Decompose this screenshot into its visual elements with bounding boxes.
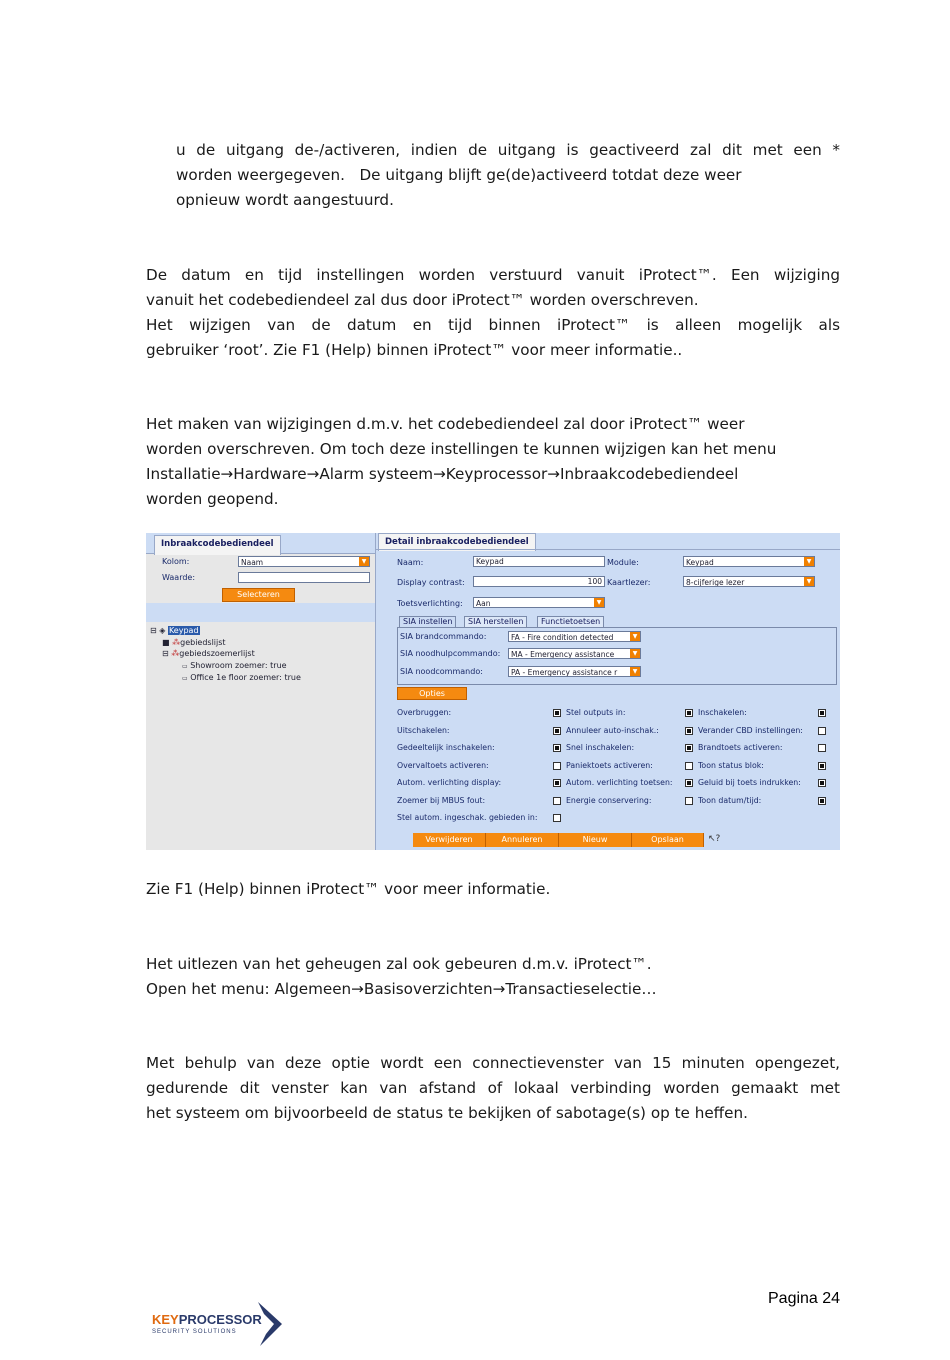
text-line: Open het menu: Algemeen→Basisoverzichten→Transactieselectie… xyxy=(146,980,657,998)
contrast-input[interactable]: 100 xyxy=(473,576,605,587)
sia-noodhulp-select[interactable] xyxy=(508,648,641,659)
nieuw-button[interactable]: Nieuw xyxy=(559,833,632,847)
toets-value: Aan xyxy=(476,599,491,608)
option-checkbox[interactable] xyxy=(685,744,693,752)
tab-sia-instellen[interactable]: SIA instellen xyxy=(399,616,456,627)
sia-noodhulp-value: MA - Emergency assistance xyxy=(511,650,615,659)
text-line: Met behulp van deze optie wordt een connectievenster van 15 minuten opengezet, xyxy=(146,1054,840,1072)
kolom-value: Naam xyxy=(241,558,264,567)
sia-noodhulp-label: SIA noodhulpcommando: xyxy=(400,649,501,658)
selecteren-button[interactable]: Selecteren xyxy=(222,588,295,602)
sia-nood-select[interactable] xyxy=(508,666,641,677)
text-line: Het uitlezen van het geheugen zal ook gebeuren d.m.v. iProtect™. xyxy=(146,955,652,973)
kaartlezer-select[interactable] xyxy=(683,576,815,587)
option-checkbox[interactable] xyxy=(685,727,693,735)
option-checkbox[interactable] xyxy=(553,727,561,735)
kaartlezer-label: Kaartlezer: xyxy=(607,578,651,587)
chevron-down-icon: ▼ xyxy=(804,557,814,566)
tree-item-gebiedslijst[interactable] xyxy=(162,638,226,647)
option-checkbox[interactable] xyxy=(818,779,826,787)
option-checkbox[interactable] xyxy=(553,797,561,805)
area-icon: ⁂ xyxy=(172,638,181,647)
text-line: Het maken van wijzigingen d.m.v. het codebediendeel zal door iProtect™ weer xyxy=(146,415,745,433)
option-label: Toon status blok: xyxy=(698,760,764,770)
toets-select[interactable] xyxy=(473,597,605,608)
text-line: Installatie→Hardware→Alarm systeem→Keyprocessor→Inbraakcodebediendeel xyxy=(146,465,739,483)
tree-leaf-label: Office 1e floor zoemer: true xyxy=(190,673,301,682)
tab-functietoetsen[interactable]: Functietoetsen xyxy=(537,616,604,627)
option-label: Geluid bij toets indrukken: xyxy=(698,778,801,787)
left-panel xyxy=(146,533,376,850)
option-label: Overbruggen: xyxy=(397,708,452,717)
text-line: Het wijzigen van de datum en tijd binnen iProtect™ is alleen mogelijk als xyxy=(146,316,840,334)
buzzer-icon: ▭ xyxy=(182,675,188,682)
contrast-label: Display contrast: xyxy=(397,578,465,587)
keyprocessor-logo xyxy=(150,1300,290,1350)
naam-input[interactable]: Keypad xyxy=(473,556,605,567)
buzzer-icon: ▭ xyxy=(182,663,188,670)
sia-nood-value: PA - Emergency assistance r xyxy=(511,668,618,677)
text-line: opnieuw wordt aangestuurd. xyxy=(176,191,394,209)
tree-item-label: gebiedslijst xyxy=(180,638,226,647)
opties-header: Opties xyxy=(397,687,467,700)
option-label: Paniektoets activeren: xyxy=(566,760,653,770)
text-line: gebruiker ‘root’. Zie F1 (Help) binnen iProtect™ voor meer informatie.. xyxy=(146,341,683,359)
option-label: Brandtoets activeren: xyxy=(698,743,783,752)
collapse-icon: ⊟ xyxy=(150,626,157,635)
option-label: Overvaltoets activeren: xyxy=(397,760,489,770)
chevron-down-icon: ▼ xyxy=(630,667,640,676)
option-label: Autom. verlichting display: xyxy=(397,778,502,787)
text-line: gedurende dit venster kan van afstand of lokaal verbinding worden gemaakt met xyxy=(146,1079,840,1097)
waarde-input[interactable] xyxy=(238,572,370,583)
keypad-icon: ◈ xyxy=(159,626,166,635)
tree-item-gebiedszoemerlijst[interactable] xyxy=(162,649,255,658)
kaartlezer-value: 8-cijferige lezer xyxy=(686,578,745,587)
option-label: Toon datum/tijd: xyxy=(698,795,762,805)
option-label: Annuleer auto-inschak.: xyxy=(566,725,659,735)
chevron-down-icon: ▼ xyxy=(630,632,640,641)
option-checkbox[interactable] xyxy=(553,762,561,770)
text-line: Zie F1 (Help) binnen iProtect™ voor meer informatie. xyxy=(146,880,551,898)
option-label: Inschakelen: xyxy=(698,708,747,717)
module-label: Module: xyxy=(607,558,639,567)
annuleren-button[interactable]: Annuleren xyxy=(486,833,559,847)
text-line: het systeem om bijvoorbeeld de status te bekijken of sabotage(s) op te heffen. xyxy=(146,1104,748,1122)
left-separator-band xyxy=(146,603,375,622)
option-label: Autom. verlichting toetsen: xyxy=(566,778,673,787)
paragraph-output-activation xyxy=(176,138,840,213)
tab-inbraakcodebediendeel[interactable]: Inbraakcodebediendeel xyxy=(154,535,281,555)
option-checkbox[interactable] xyxy=(818,797,826,805)
sia-brand-select[interactable] xyxy=(508,631,641,642)
text-line: worden geopend. xyxy=(146,490,279,508)
keypad-config-screenshot xyxy=(146,533,840,850)
verwijderen-button[interactable]: Verwijderen xyxy=(413,833,486,847)
option-checkbox[interactable] xyxy=(818,709,826,717)
option-checkbox[interactable] xyxy=(685,762,693,770)
text-line: De datum en tijd instellingen worden verstuurd vanuit iProtect™. Een wijziging xyxy=(146,266,840,284)
option-label: Verander CBD instellingen: xyxy=(698,725,803,735)
paragraph-changes xyxy=(146,412,840,512)
option-checkbox[interactable] xyxy=(685,709,693,717)
module-value: Keypad xyxy=(686,558,714,567)
tab-detail[interactable]: Detail inbraakcodebediendeel xyxy=(378,533,536,551)
option-label: Zoemer bij MBUS fout: xyxy=(397,795,486,805)
option-label: Snel inschakelen: xyxy=(566,743,635,752)
left-tab-row xyxy=(146,533,375,554)
option-checkbox[interactable] xyxy=(818,762,826,770)
option-checkbox[interactable] xyxy=(685,779,693,787)
tree-item-label: gebiedszoemerlijst xyxy=(179,649,255,658)
chevron-down-icon: ▼ xyxy=(630,649,640,658)
kolom-select[interactable] xyxy=(238,556,370,567)
option-checkbox[interactable] xyxy=(818,727,826,735)
option-label: Stel autom. ingeschak. gebieden in: xyxy=(397,813,538,822)
area-icon: ⁂ xyxy=(171,649,180,658)
paragraph-date-time xyxy=(146,263,840,363)
tab-divider xyxy=(375,549,840,550)
option-checkbox[interactable] xyxy=(553,744,561,752)
option-label: Stel outputs in: xyxy=(566,708,626,717)
naam-label: Naam: xyxy=(397,558,424,567)
option-label: Uitschakelen: xyxy=(397,725,450,735)
opslaan-button[interactable]: Opslaan xyxy=(632,833,704,847)
option-label: Gedeeltelijk inschakelen: xyxy=(397,743,495,752)
text-line: u de uitgang de-/activeren, indien de uitgang is geactiveerd zal dit met een * xyxy=(176,141,840,159)
tree-leaf[interactable] xyxy=(182,661,287,670)
sia-brand-label: SIA brandcommando: xyxy=(400,632,487,641)
paragraph-help xyxy=(146,877,840,902)
tree-leaf-label: Showroom zoemer: true xyxy=(190,661,287,670)
logo-text: KEYPROCESSOR xyxy=(152,1312,262,1327)
option-checkbox[interactable] xyxy=(553,814,561,822)
tab-sia-herstellen[interactable]: SIA herstellen xyxy=(464,616,527,627)
chevron-down-icon: ▼ xyxy=(804,577,814,586)
page-number: Pagina 24 xyxy=(768,1290,841,1307)
sia-nood-label: SIA noodcommando: xyxy=(400,667,483,676)
option-checkbox[interactable] xyxy=(553,709,561,717)
toets-label: Toetsverlichting: xyxy=(397,599,463,608)
paragraph-memory xyxy=(146,952,840,1002)
expand-icon: ⊟ xyxy=(162,649,169,658)
option-checkbox[interactable] xyxy=(818,744,826,752)
text-line: worden weergegeven. De uitgang blijft ge(de)activeerd totdat deze weer xyxy=(176,166,742,184)
option-checkbox[interactable] xyxy=(553,779,561,787)
logo-subtext: SECURITY SOLUTIONS xyxy=(152,1329,237,1335)
option-checkbox[interactable] xyxy=(685,797,693,805)
leaf-box-icon: ■ xyxy=(162,638,170,647)
paragraph-connection xyxy=(146,1051,840,1126)
chevron-down-icon: ▼ xyxy=(594,598,604,607)
text-line: vanuit het codebediendeel zal dus door iProtect™ worden overschreven. xyxy=(146,291,699,309)
chevron-down-icon: ▼ xyxy=(359,557,369,566)
sia-brand-value: FA - Fire condition detected xyxy=(511,633,614,642)
tree-leaf[interactable] xyxy=(182,673,301,682)
tree-root-label: Keypad xyxy=(168,626,199,635)
text-line: worden overschreven. Om toch deze instellingen te kunnen wijzigen kan het menu xyxy=(146,440,777,458)
kolom-label: Kolom: xyxy=(162,557,190,566)
module-select[interactable] xyxy=(683,556,815,567)
tree-root[interactable] xyxy=(150,626,200,635)
option-label: Energie conservering: xyxy=(566,795,652,805)
waarde-label: Waarde: xyxy=(162,573,196,582)
help-cursor-icon[interactable]: ↖? xyxy=(708,834,721,844)
